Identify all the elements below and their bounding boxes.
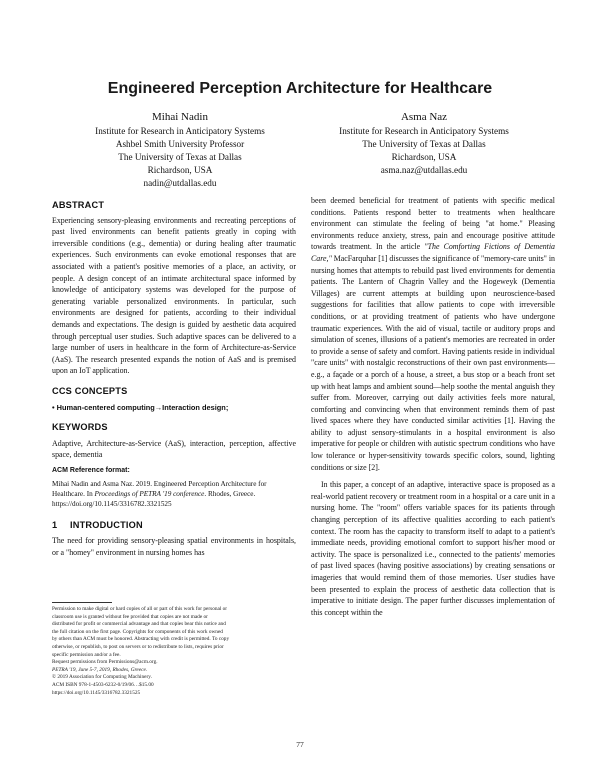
author-email: asma.naz@utdallas.edu: [380, 165, 468, 175]
abstract-text: Experiencing sensory-pleasing environments and recreating perceptions of past lived environments can benefit patients greatly in coping with irreversible conditions (e.g., dementia) or during healing after traumatic experiences. Such environments can evoke emotional responses that are associated with a patient's positive memories of a place, an activity, or people. A design concept of an intimate architectural space informed by knowledge of anticipatory systems was developed for the purpose of generating variable personalized environments. In particular, such environments are designed for patients, according to their individual demands and expectations. The design is guided by aesthetic data acquired through perceptual user studies. Such adaptive spaces can be delivered to a large number of users in healthcare in the form of Architecture-as-Service (AaS). The research presented expands the notion of AaS and is premised upon an IoT application.: [52, 215, 296, 376]
ccs-heading: CCS CONCEPTS: [52, 385, 128, 396]
left-column: [52, 200, 296, 558]
author-name: Mihai Nadin: [152, 111, 208, 123]
author-name: Asma Naz: [400, 111, 448, 123]
intro-heading: 1 INTRODUCTION: [52, 520, 143, 531]
author-title: Ashbel Smith University Professor: [115, 139, 245, 149]
author-affiliation: Institute for Research in Anticipatory Systems: [95, 126, 265, 136]
footnote-rule: [52, 602, 112, 603]
keywords-heading: KEYWORDS: [52, 422, 108, 433]
page-number: 77: [296, 740, 304, 749]
copyright-footnote: Permission to make digital or hard copies of all or part of this work for personal or classroom use is granted without fee provided that copies are not made or distributed for profit or commercial advantage and that copies bear this notice and the full citation on the first page. Copyrights for components of this work owned by others than ACM must be honored. Abstracting with credit is permitted. To copy otherwise, or republish, to post on servers or to redistribute to lists, requires prior specific permission and/or a fee. Request permissions from Permissions@acm.org. PETRA '19, June 5-7, 2019, Rhodes, Greece. © 2019 Association for Computing Machinery. ACM ISBN 978-1-4503-6232-0/19/06…$15.00 https://doi.org/10.1145/3316782.3321525: [52, 606, 230, 696]
keywords-text: Adaptive, Architecture-as-Service (AaS), interaction, perception, affective space, dementia: [52, 438, 296, 460]
reference-format-text: Mihai Nadin and Asma Naz. 2019. Engineered Perception Architecture for Healthcare. In Proceedings of PETRA '19 conference. Rhodes, Greece. https://doi.org/10.1145/3316782.3321525: [52, 480, 267, 509]
author-block-1: [60, 110, 300, 190]
reference-format-label: ACM Reference format:: [52, 466, 130, 474]
right-column: [311, 195, 555, 618]
author-affiliation: Institute for Research in Anticipatory Systems: [339, 126, 509, 136]
author-email: nadin@utdallas.edu: [143, 178, 217, 188]
author-location: Richardson, USA: [147, 165, 213, 175]
paper-title: Engineered Perception Architecture for Healthcare: [107, 80, 493, 97]
body-paragraph-1: been deemed beneficial for treatment of patients with specific medical conditions. Patients respond better to treatments when healthcare environment can stimulate the feeling of being "at home." Pleasing environments reduce anxiety, stress, pain and encourage positive attitude towards treatment. In the article "The Comforting Fictions of Dementia Care," MacFarquhar [1] discusses the significance of "memory-care units" in nursing homes that attempts to rebuild past lived environments for dementia patients. The Lantern of Chagrin Valley and the Hogeweyk (Dementia Villages) are current attempts at building upon neuroscience-based suggestions for facilities that allow patients to cope with irreversible conditions, or at providing treatment of patients who have undergone traumatic experiences. With the aid of visual, tactile or auditory props and simulation of scenes, illusions of a patient's memories are recreated in order to provide a sense of safety and comfort. Having patients reside in individual "care units" with nostalgic reconstructions of their own past environments—e.g., a façade or a porch of a house, a street, a bus stop or a beach front set up with heat lamps and ambient sound—help soothe the mental anguish they suffer from. Moreover, carrying out daily activities feels more natural, comforting and convincing when that environment reminds them of past lived spaces where they have conducted similar activities [1]. Having the ability to adjust sensory-stimulants in a hospital environment is also imperative for people or children with autistic spectrum conditions who have low tolerance or hyper-sensitivity towards specific colors, sound, lighting conditions or size [2].: [311, 196, 555, 472]
abstract-heading: ABSTRACT: [52, 200, 105, 210]
author-university: The University of Texas at Dallas: [362, 139, 486, 149]
body-paragraph-2: In this paper, a concept of an adaptive, interactive space is proposed as a real-world patient recovery or treatment room in a hospital or a care unit in a nursing home. The "room" offers variable spaces for its patients through changing perception of its affective qualities according to each patient's context. The room has the capacity to transform itself to adapt to a patient's immediate needs, providing emotional comfort to support his/her mood or activity. The space is personalized i.e., connected to the patients' memories of past lived spaces (having positive associations) by creating sensations or imageries that would remind them of those memories. User studies have been presented to explain the process of aesthetic data collection that is imperative to initiate design. The paper further discusses implementation of this concept within the: [311, 480, 555, 617]
author-university: The University of Texas at Dallas: [118, 152, 242, 162]
intro-text: The need for providing sensory-pleasing spatial environments in hospitals, or a "homey" environment in nursing homes has: [52, 536, 296, 557]
author-block-2: [304, 110, 544, 177]
author-location: Richardson, USA: [391, 152, 457, 162]
ccs-item: • Human-centered computing→Interaction design;: [52, 402, 229, 412]
